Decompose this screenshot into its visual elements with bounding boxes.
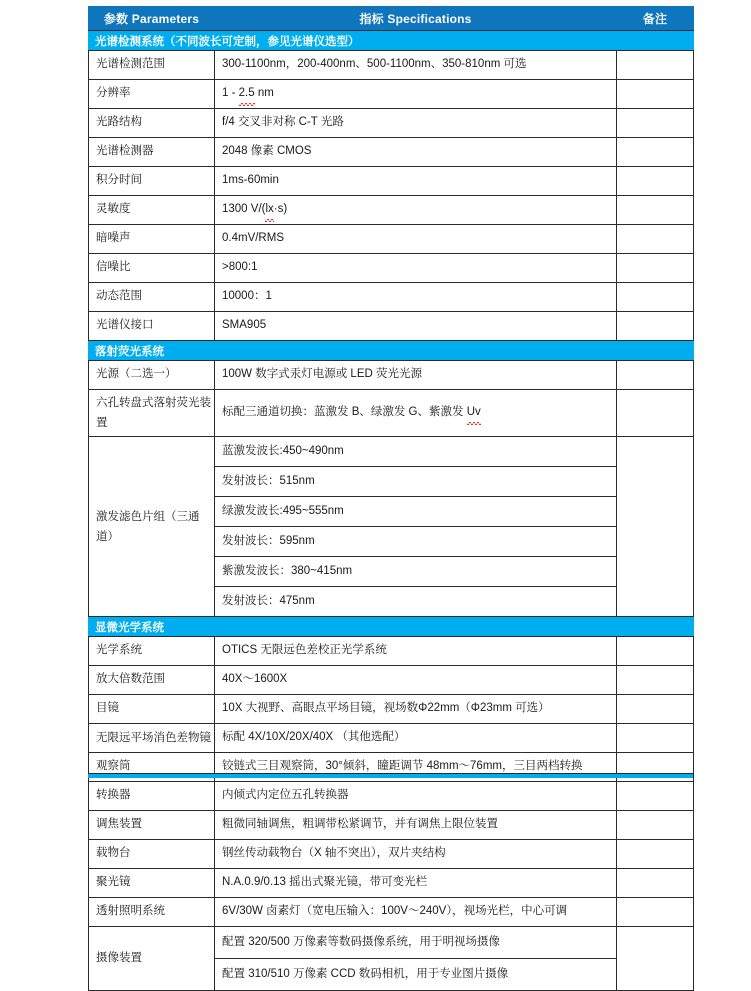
table-body bbox=[89, 31, 694, 991]
cell-parameter-光路结构: 光路结构 bbox=[89, 109, 215, 138]
cell-parameter-光谱检测范围: 光谱检测范围 bbox=[89, 51, 215, 80]
table-header-row bbox=[89, 7, 694, 31]
table-row bbox=[89, 927, 694, 991]
cell-parameter-转换器: 转换器 bbox=[89, 782, 215, 811]
cell-parameter-灵敏度: 灵敏度 bbox=[89, 196, 215, 225]
cell-remark bbox=[617, 666, 694, 695]
cell-parameter-光学系统: 光学系统 bbox=[89, 637, 215, 666]
cell-specification: 标配 4X/10X/20X/40X （其他选配） bbox=[215, 724, 617, 753]
cell-parameter-光源-二选一-: 光源（二选一） bbox=[89, 361, 215, 390]
cell-remark bbox=[617, 312, 694, 341]
cell-specification: SMA905 bbox=[215, 312, 617, 341]
table-row bbox=[89, 869, 694, 898]
specification-line: 配置 310/510 万像素 CCD 数码相机，用于专业图片摄像 bbox=[222, 968, 509, 981]
column-header-specifications: 指标 Specifications bbox=[215, 7, 617, 31]
section-title: 光谱检测系统（不同波长可定制，参见光谱仪选型） bbox=[89, 31, 694, 51]
table-row bbox=[89, 225, 694, 254]
cell-specification: 0.4mV/RMS bbox=[215, 225, 617, 254]
cell-remark bbox=[617, 109, 694, 138]
cell-parameter-聚光镜: 聚光镜 bbox=[89, 869, 215, 898]
cell-remark bbox=[617, 782, 694, 811]
specification-line: 配置 320/500 万像素等数码摄像系统，用于明视场摄像 bbox=[215, 927, 616, 959]
cell-specification: 10000：1 bbox=[215, 283, 617, 312]
specification-line: 发射波长：595nm bbox=[215, 527, 616, 557]
cell-parameter-无限远平场消色差物镜: 无限远平场消色差物镜 bbox=[89, 724, 215, 753]
cell-remark bbox=[617, 361, 694, 390]
cell-remark bbox=[617, 695, 694, 724]
specification-line: 发射波长：515nm bbox=[215, 467, 616, 497]
cell-specification: 粗微同轴调焦，粗调带松紧调节，并有调焦上限位装置 bbox=[215, 811, 617, 840]
cell-specification bbox=[215, 927, 617, 991]
cell-specification: 内倾式内定位五孔转换器 bbox=[215, 782, 617, 811]
table-row bbox=[89, 666, 694, 695]
table-row bbox=[89, 390, 694, 437]
table-row bbox=[89, 283, 694, 312]
cell-specification: 100W 数字式汞灯电源或 LED 荧光光源 bbox=[215, 361, 617, 390]
cell-parameter-调焦装置: 调焦装置 bbox=[89, 811, 215, 840]
column-header-remark: 备注 bbox=[617, 7, 694, 31]
section-title: 落射荧光系统 bbox=[89, 341, 694, 361]
cell-specification: >800:1 bbox=[215, 254, 617, 283]
cell-remark bbox=[617, 80, 694, 109]
cell-remark bbox=[617, 167, 694, 196]
cell-remark bbox=[617, 898, 694, 927]
cell-remark bbox=[617, 840, 694, 869]
table-row bbox=[89, 109, 694, 138]
cell-remark bbox=[617, 811, 694, 840]
table-row bbox=[89, 437, 694, 617]
table-row bbox=[89, 811, 694, 840]
spellcheck-flagged-text: 2.5 bbox=[239, 85, 255, 103]
cell-remark bbox=[617, 283, 694, 312]
table-row bbox=[89, 695, 694, 724]
table-row bbox=[89, 196, 694, 225]
section-header-row bbox=[89, 617, 694, 637]
cell-specification: 标配三通道切换：蓝激发 B、绿激发 G、紫激发 Uv bbox=[215, 390, 617, 437]
cell-remark bbox=[617, 724, 694, 753]
cell-remark bbox=[617, 869, 694, 898]
cell-specification: 10X 大视野、高眼点平场目镜，视场数Φ22mm（Φ23mm 可选） bbox=[215, 695, 617, 724]
spellcheck-flagged-text: Uv bbox=[467, 404, 481, 422]
specification-line: 绿激发波长:495~555nm bbox=[215, 497, 616, 527]
specifications-table bbox=[88, 6, 694, 991]
table-row bbox=[89, 138, 694, 167]
cell-specification: N.A.0.9/0.13 摇出式聚光镜，带可变光栏 bbox=[215, 869, 617, 898]
table-row bbox=[89, 361, 694, 390]
cell-specification: 1 - 2.5 nm bbox=[215, 80, 617, 109]
section-header-row bbox=[89, 341, 694, 361]
table-row bbox=[89, 782, 694, 811]
cell-parameter-分辨率: 分辨率 bbox=[89, 80, 215, 109]
cell-specification: f/4 交叉非对称 C-T 光路 bbox=[215, 109, 617, 138]
cell-parameter-暗噪声: 暗噪声 bbox=[89, 225, 215, 254]
cell-parameter-激发滤色片组-三通道-: 激发滤色片组（三通道） bbox=[89, 437, 215, 617]
cell-remark bbox=[617, 138, 694, 167]
spellcheck-flagged-text: lx bbox=[265, 201, 273, 219]
cell-remark bbox=[617, 196, 694, 225]
cell-parameter-放大倍数范围: 放大倍数范围 bbox=[89, 666, 215, 695]
table-row bbox=[89, 724, 694, 753]
table-row bbox=[89, 312, 694, 341]
cell-remark bbox=[617, 390, 694, 437]
table-row bbox=[89, 637, 694, 666]
table-row bbox=[89, 254, 694, 283]
cell-remark bbox=[617, 51, 694, 80]
cell-parameter-透射照明系统: 透射照明系统 bbox=[89, 898, 215, 927]
cell-remark bbox=[617, 637, 694, 666]
cell-specification: 6V/30W 卤素灯（宽电压输入：100V～240V），视场光栏，中心可调 bbox=[215, 898, 617, 927]
section-title: 显微光学系统 bbox=[89, 617, 694, 637]
table-row bbox=[89, 51, 694, 80]
table-row bbox=[89, 840, 694, 869]
table-row bbox=[89, 167, 694, 196]
cell-specification: 钢丝传动载物台（X 轴不突出），双片夹结构 bbox=[215, 840, 617, 869]
section-header-row bbox=[89, 31, 694, 51]
cell-parameter-积分时间: 积分时间 bbox=[89, 167, 215, 196]
cell-remark bbox=[617, 927, 694, 991]
cell-parameter-光谱仪接口: 光谱仪接口 bbox=[89, 312, 215, 341]
cell-specification: 40X～1600X bbox=[215, 666, 617, 695]
cell-specification: 1300 V/(lx·s) bbox=[215, 196, 617, 225]
specification-line: 蓝激发波长:450~490nm bbox=[215, 437, 616, 467]
cell-parameter-光谱检测器: 光谱检测器 bbox=[89, 138, 215, 167]
cell-remark bbox=[617, 254, 694, 283]
cell-parameter-摄像装置: 摄像装置 bbox=[89, 927, 215, 991]
cell-specification: 铰链式三目观察筒，30°倾斜，瞳距调节 48mm～76mm，三目两档转换 bbox=[215, 753, 617, 782]
column-header-parameters: 参数 Parameters bbox=[89, 7, 215, 31]
next-section-banner-partial bbox=[88, 773, 693, 778]
cell-specification: 1ms-60min bbox=[215, 167, 617, 196]
cell-specification: OTICS 无限远色差校正光学系统 bbox=[215, 637, 617, 666]
cell-remark bbox=[617, 225, 694, 254]
table-row bbox=[89, 80, 694, 109]
cell-parameter-信噪比: 信噪比 bbox=[89, 254, 215, 283]
cell-parameter-目镜: 目镜 bbox=[89, 695, 215, 724]
cell-specification: 300-1100nm，200-400nm、500-1100nm、350-810nm 可选 bbox=[215, 51, 617, 80]
cell-parameter-六孔转盘式落射荧光装置: 六孔转盘式落射荧光装置 bbox=[89, 390, 215, 437]
cell-specification: 2048 像素 CMOS bbox=[215, 138, 617, 167]
cell-parameter-观察筒: 观察筒 bbox=[89, 753, 215, 782]
cell-specification bbox=[215, 437, 617, 617]
table-head bbox=[89, 7, 694, 31]
table-row bbox=[89, 898, 694, 927]
cell-parameter-载物台: 载物台 bbox=[89, 840, 215, 869]
cell-parameter-动态范围: 动态范围 bbox=[89, 283, 215, 312]
specification-line: 紫激发波长：380~415nm bbox=[215, 557, 616, 587]
specification-line: 发射波长：475nm bbox=[222, 595, 315, 608]
cell-remark bbox=[617, 437, 694, 617]
